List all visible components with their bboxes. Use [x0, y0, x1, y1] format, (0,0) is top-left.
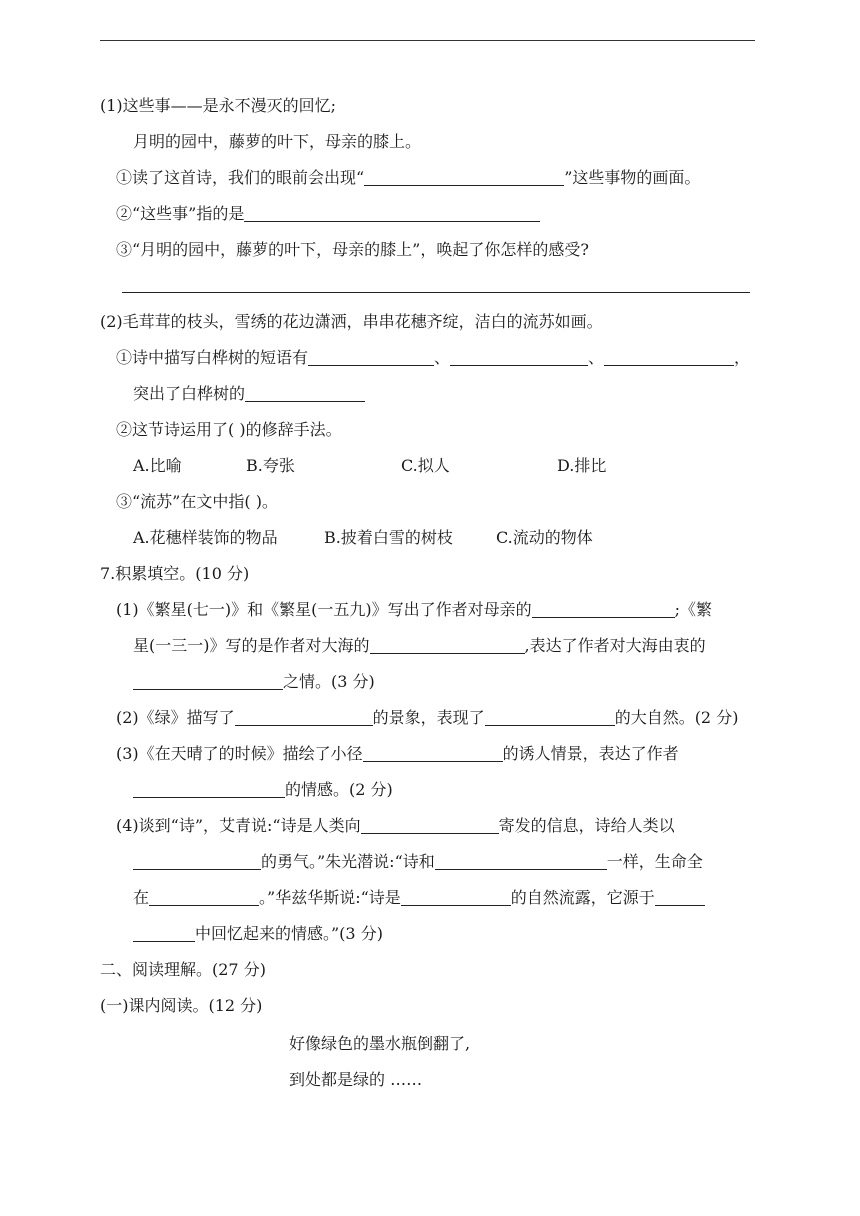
- answer-blank[interactable]: [245, 385, 365, 402]
- q7-2-text-b: 的景象，表现了: [372, 708, 485, 727]
- answer-blank[interactable]: [401, 889, 511, 906]
- answer-blank[interactable]: [655, 889, 705, 906]
- q6-1-sub2: [116, 204, 540, 224]
- option-a[interactable]: A.花穗样装饰的物品: [133, 528, 278, 547]
- q7-4-line3: [133, 888, 705, 908]
- option-a[interactable]: A.比喻: [133, 456, 182, 475]
- q6-2-sub2: ②这节诗运用了( )的修辞手法。: [116, 420, 342, 439]
- poem-line-1: 好像绿色的墨水瓶倒翻了,: [289, 1034, 471, 1053]
- q7-4-text-f: 。”华兹华斯说:“诗是: [259, 888, 401, 907]
- answer-blank[interactable]: [149, 889, 259, 906]
- q6-2-sub1-text: ①诗中描写白桦树的短语有: [116, 348, 309, 367]
- answer-blank[interactable]: [370, 637, 525, 654]
- option-b[interactable]: B.夸张: [246, 456, 295, 475]
- poem-line-2: 到处都是绿的 ……: [289, 1070, 423, 1089]
- answer-blank[interactable]: [450, 349, 588, 366]
- q6-1-sub2-text: ②“这些事”指的是: [116, 204, 245, 223]
- answer-blank[interactable]: [361, 817, 499, 834]
- q6-1-sub1: [116, 168, 700, 188]
- option-c[interactable]: C.拟人: [401, 456, 450, 475]
- q7-3-text-c: 的情感。(2 分): [285, 780, 393, 799]
- q7-4-text-h: 中回忆起来的情感。”(3 分): [195, 924, 383, 943]
- q7-2-text-a: (2)《绿》描写了: [116, 708, 235, 727]
- q7-4-text-c: 的勇气。”朱光潜说:“诗和: [261, 852, 435, 871]
- q7-4-line1: [116, 816, 675, 836]
- q7-4-text-a: (4)谈到“诗”，艾青说:“诗是人类向: [116, 816, 361, 835]
- q7-3-text-b: 的诱人情景，表达了作者: [502, 744, 679, 763]
- q6-2-sub1: [116, 348, 750, 368]
- answer-blank[interactable]: [133, 925, 195, 942]
- answer-blank[interactable]: [133, 781, 285, 798]
- q7-3-text-a: (3)《在天晴了的时候》描绘了小径: [116, 744, 363, 763]
- answer-blank[interactable]: [364, 169, 564, 186]
- answer-blank[interactable]: [435, 853, 607, 870]
- q7-1-line2: [133, 636, 706, 656]
- answer-blank[interactable]: [308, 349, 434, 366]
- q7-1-text-d: ,表达了作者对大海由衷的: [524, 636, 706, 655]
- q7-4-text-d: 一样，生命全: [606, 852, 703, 871]
- answer-blank[interactable]: [604, 349, 734, 366]
- answer-blank[interactable]: [532, 601, 675, 618]
- option-c[interactable]: C.流动的物体: [496, 528, 593, 547]
- q7-1-text-c: 星(一三一)》写的是作者对大海的: [133, 636, 370, 655]
- q7-4-line4: [133, 924, 383, 944]
- q7-2-text-c: 的大自然。(2 分): [614, 708, 739, 727]
- header-rule: [100, 40, 755, 41]
- answer-blank[interactable]: [485, 709, 615, 726]
- option-d[interactable]: D.排比: [557, 456, 607, 475]
- q7-1-line1: [116, 600, 712, 620]
- q7-3-line2: [133, 780, 393, 800]
- q7-4-line2: [133, 852, 703, 872]
- answer-blank[interactable]: [133, 853, 261, 870]
- q7-2: [116, 708, 738, 728]
- separator: 、: [588, 348, 605, 367]
- q6-1-sub1-text-a: ①读了这首诗，我们的眼前会出现“: [116, 168, 365, 187]
- q6-1-sub1-text-b: ”这些事物的画面。: [564, 168, 701, 187]
- separator: ，: [734, 348, 751, 367]
- q7-4-text-b: 寄发的信息，诗给人类以: [498, 816, 675, 835]
- answer-blank[interactable]: [235, 709, 373, 726]
- q6-2-sub1-text-b: 突出了白桦树的: [133, 384, 246, 403]
- q6-1-stem: (1)这些事——是永不漫灭的回忆;: [100, 96, 337, 115]
- section-2-subtitle: (一)课内阅读。(12 分): [100, 996, 263, 1015]
- answer-blank[interactable]: [133, 673, 283, 690]
- q7-1-text-b: ;《繁: [674, 600, 713, 619]
- q7-4-text-g: 的自然流露，它源于: [510, 888, 655, 907]
- q7-3-line1: [116, 744, 679, 764]
- q6-2-sub1-cont: [133, 384, 365, 404]
- option-b[interactable]: B.披着白雪的树枝: [324, 528, 453, 547]
- q6-2-stem: (2)毛茸茸的枝头，雪绣的花边潇洒，串串花穗齐绽，洁白的流苏如画。: [100, 312, 603, 331]
- q7-1-text-e: 之情。(3 分): [283, 672, 375, 691]
- q7-title: 7.积累填空。(10 分): [100, 564, 250, 583]
- q6-1-poem-line: 月明的园中，藤萝的叶下，母亲的膝上。: [133, 132, 422, 151]
- answer-blank[interactable]: [363, 745, 503, 762]
- q7-1-text-a: (1)《繁星(七一)》和《繁星(一五九)》写出了作者对母亲的: [116, 600, 532, 619]
- section-2-title: 二、阅读理解。(27 分): [100, 960, 266, 979]
- q7-4-text-e: 在: [133, 888, 150, 907]
- q7-1-line3: [133, 672, 375, 692]
- q6-1-sub3: ③“月明的园中，藤萝的叶下，母亲的膝上”，唤起了你怎样的感受?: [116, 240, 589, 259]
- q6-2-sub3: ③“流苏”在文中指( )。: [116, 492, 278, 511]
- separator: 、: [434, 348, 451, 367]
- answer-blank[interactable]: [244, 205, 540, 222]
- answer-line[interactable]: [122, 292, 750, 293]
